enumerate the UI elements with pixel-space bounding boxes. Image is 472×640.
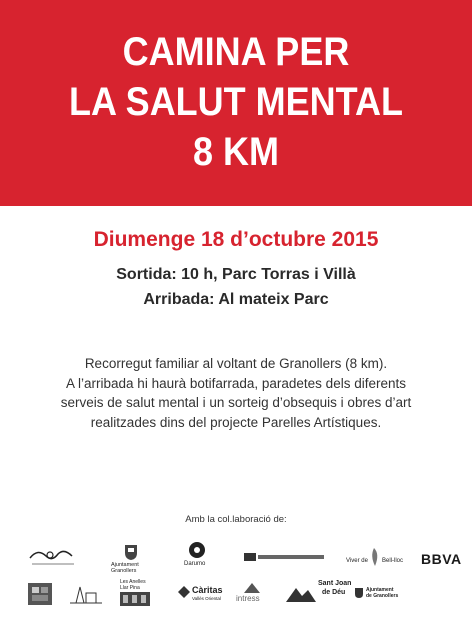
description-line: serveis de salut mental i un sorteig d’obsequis i obres d’art — [60, 395, 412, 410]
event-start: Sortida: 10 h, Parc Torras i Villà — [116, 266, 356, 283]
viver-label: Viver de — [346, 558, 368, 564]
description-line: Recorregut familiar al voltant de Granollers (8 km). — [84, 356, 388, 371]
monument-logo — [66, 583, 106, 605]
title-line-2: LA SALUT MENTAL — [69, 80, 403, 124]
ajuntament-label: Ajuntament — [111, 562, 139, 568]
caritas-sub-label: Vallès Oriental — [192, 596, 221, 601]
sant-joan-label: Sant Joan — [318, 580, 352, 587]
caritas-logo — [178, 584, 228, 604]
llar-pina-label: Llar Pina — [120, 585, 140, 591]
mountain-logo — [286, 584, 316, 604]
collaboration-label: Amb la col.laboració de: — [185, 514, 287, 525]
granollers-label: Granollers — [111, 568, 137, 574]
sant-joan-de-deu-logo — [318, 580, 358, 606]
event-description — [30, 354, 442, 432]
intress-logo — [236, 583, 268, 607]
ajuntament-granollers-logo — [111, 543, 151, 575]
viver-bell-lloc-logo — [346, 546, 404, 572]
bbva-logo: BBVA — [421, 551, 462, 567]
de-deu-label: de Déu — [322, 589, 346, 596]
darumo-label: Darumo — [184, 561, 206, 567]
description-line: A l’arribada hi haurà botifarrada, paradetes dels diferents — [66, 375, 406, 391]
ajuntament-small-label: Ajuntament — [366, 587, 394, 593]
de-granollers-small-label: de Granollers — [366, 593, 399, 599]
caritas-label: Càritas — [192, 585, 223, 595]
description-line: realitzades dins del projecte Parelles Artístiques. — [90, 414, 382, 430]
darumo-logo — [182, 541, 212, 571]
dark-banner-logo — [244, 550, 326, 562]
title-line-3: 8 KM — [192, 130, 280, 174]
title-banner — [0, 0, 472, 206]
intress-label: intress — [236, 594, 260, 603]
square-logo — [28, 583, 52, 605]
lar-logo — [28, 544, 78, 568]
event-date: Diumenge 18 d’octubre 2015 — [93, 228, 379, 251]
bell-lloc-label: Bell-lloc — [382, 558, 404, 564]
title-line-1: CAMINA PER — [122, 30, 350, 74]
event-arrival: Arribada: Al mateix Parc — [143, 291, 329, 308]
les-anelles-label: Les Anelles — [120, 579, 146, 585]
ajuntament-de-granollers-logo — [354, 583, 404, 605]
les-anelles-logo — [118, 579, 154, 607]
